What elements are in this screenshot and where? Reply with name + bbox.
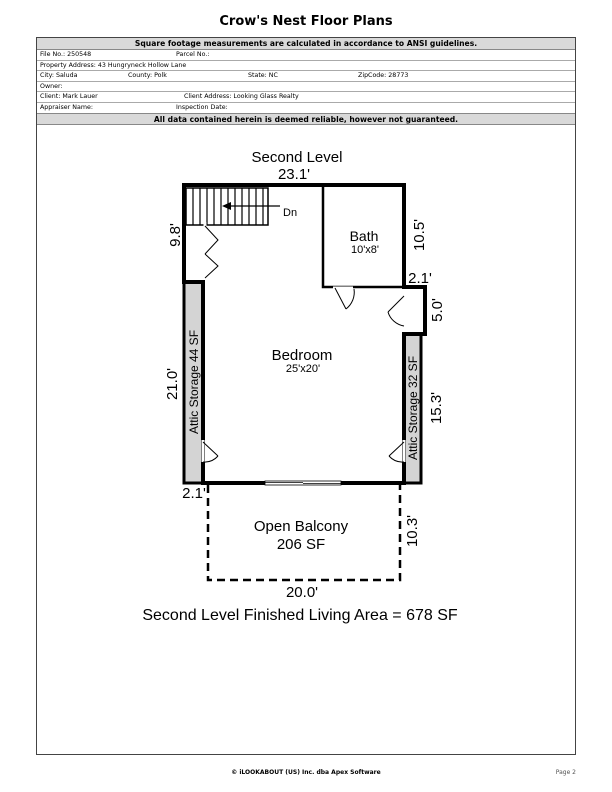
reliability-notice: All data contained herein is deemed reliable, however not guaranteed. bbox=[37, 113, 575, 125]
stairs bbox=[186, 188, 280, 225]
level-title: Second Level bbox=[251, 149, 343, 166]
dim-balcony-bottom: 20.0' bbox=[285, 584, 319, 601]
bath-door bbox=[333, 288, 354, 309]
dim-right-short: 5.0' bbox=[429, 298, 446, 322]
left-attic-door bbox=[203, 440, 218, 462]
copyright-footer: © iLOOKABOUT (US) Inc. dba Apex Software bbox=[231, 769, 381, 776]
balcony-label: Open Balcony bbox=[253, 518, 349, 535]
page-number: Page 2 bbox=[555, 769, 576, 776]
closet-bifold-doors bbox=[205, 222, 218, 278]
attic-left-label: Attic Storage 44 SF bbox=[187, 329, 201, 435]
finished-area-summary: Second Level Finished Living Area = 678 SF bbox=[142, 607, 458, 624]
dim-right-jog: 2.1' bbox=[408, 270, 432, 287]
appraiser-name: Appraiser Name: bbox=[40, 103, 93, 111]
bath-label: Bath bbox=[349, 228, 379, 244]
dim-bottom-left: 2.1' bbox=[182, 485, 206, 502]
property-address: Property Address: 43 Hungryneck Hollow Lane bbox=[40, 61, 187, 69]
client: Client: Mark Lauer bbox=[40, 93, 98, 100]
client-address: Client Address: Looking Glass Realty bbox=[184, 93, 299, 100]
file-number: File No.: 250548 bbox=[40, 51, 92, 58]
bath-size: 10'x8' bbox=[350, 244, 380, 256]
dim-top: 23.1' bbox=[277, 166, 311, 183]
balcony-area: 206 SF bbox=[276, 536, 326, 553]
dim-right-lower: 15.3' bbox=[428, 391, 445, 425]
dim-right-upper: 10.5' bbox=[411, 218, 428, 252]
state: State: NC bbox=[248, 72, 278, 79]
jog-door bbox=[388, 294, 404, 326]
attic-right-label: Attic Storage 32 SF bbox=[406, 355, 420, 461]
stairs-down-label: Dn bbox=[283, 207, 298, 219]
dim-left-upper: 9.8' bbox=[167, 223, 184, 247]
city: City: Saluda bbox=[40, 72, 78, 79]
right-attic-door bbox=[389, 440, 404, 462]
parcel-number: Parcel No.: bbox=[176, 51, 210, 58]
document-title: Crow's Nest Floor Plans bbox=[219, 14, 393, 29]
owner: Owner: bbox=[40, 82, 63, 90]
ansi-notice: Square footage measurements are calculated in accordance to ANSI guidelines. bbox=[37, 38, 575, 50]
inspection-date: Inspection Date: bbox=[176, 103, 228, 111]
dim-balcony-side: 10.3' bbox=[404, 514, 421, 548]
dim-left-main: 21.0' bbox=[164, 367, 181, 401]
bedroom-size: 25'x20' bbox=[285, 363, 321, 375]
bedroom-label: Bedroom bbox=[271, 347, 333, 364]
exterior-walls bbox=[184, 185, 425, 483]
zipcode: ZipCode: 28773 bbox=[358, 72, 409, 79]
county: County: Polk bbox=[128, 72, 167, 79]
sliding-door bbox=[265, 481, 341, 485]
